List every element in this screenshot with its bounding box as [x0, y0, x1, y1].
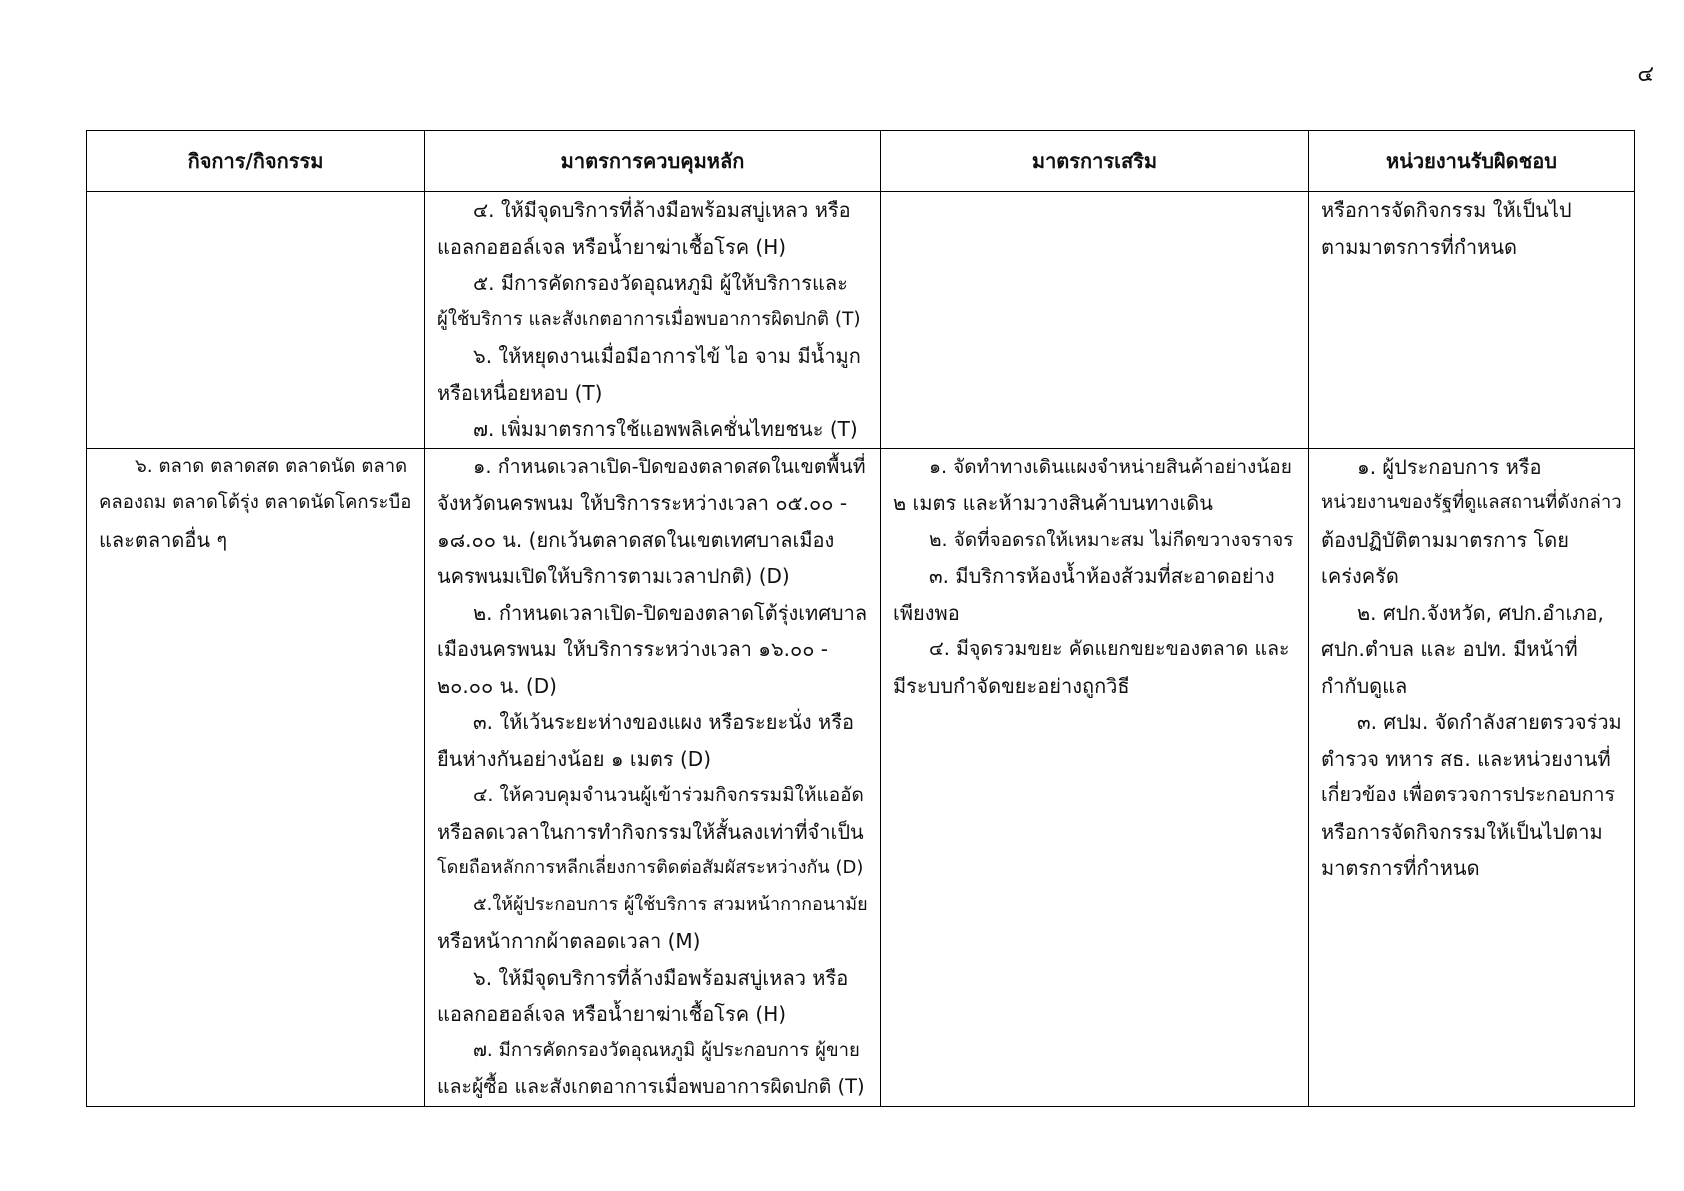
- text-line: ๓. มีบริการห้องน้ำห้องส้วมที่สะอาดอย่าง: [929, 564, 1275, 588]
- text-line: ๗. มีการคัดกรองวัดอุณหภูมิ ผู้ประกอบการ ผู้ขาย: [473, 1039, 860, 1061]
- text-line: ๓. ศปม. จัดกำลังสายตรวจร่วม: [1357, 710, 1622, 734]
- text-line: ๔. ให้มีจุดบริการที่ล้างมือพร้อมสบู่เหลว หรือ: [473, 198, 851, 222]
- text-line: ๑๘.๐๐ น. (ยกเว้นตลาดสดในเขตเทศบาลเมือง: [437, 527, 835, 552]
- text-line: หรือการจัดกิจกรรม ให้เป็นไป: [1321, 198, 1572, 222]
- text-line: ศปก.ตำบล และ อปท. มีหน้าที่: [1321, 637, 1578, 661]
- text-line: กำกับดูแล: [1321, 673, 1408, 698]
- cell-activity: [87, 192, 425, 449]
- text-line: หน่วยงานของรัฐที่ดูแลสถานที่ดังกล่าว: [1321, 492, 1622, 513]
- text-line: ๑. จัดทำทางเดินแผงจำหน่ายสินค้าอย่างน้อย: [929, 455, 1292, 478]
- text-line: หรือหน้ากากผ้าตลอดเวลา (M): [437, 929, 701, 953]
- text-line: ๒ เมตร และห้ามวางสินค้าบนทางเดิน: [893, 491, 1213, 515]
- text-line: มีระบบกำจัดขยะอย่างถูกวิธี: [893, 673, 1130, 698]
- cell-supplementary: [881, 448, 1309, 1106]
- text-line: เพียงพอ: [893, 600, 960, 625]
- text-line: แอลกอฮอล์เจล หรือน้ำยาฆ่าเชื้อโรค (H): [437, 234, 787, 259]
- text-line: ยืนห่างกันอย่างน้อย ๑ เมตร (D): [437, 746, 712, 771]
- text-line: ๖. ให้หยุดงานเมื่อมีอาการไข้ ไอ จาม มีน้ำมูก: [473, 344, 861, 368]
- text-line: และตลาดอื่น ๆ: [99, 527, 228, 552]
- cell-responsible: [1309, 448, 1635, 1106]
- header-main-measures: มาตรการควบคุมหลัก: [425, 131, 881, 192]
- text-line: แอลกอฮอล์เจล หรือน้ำยาฆ่าเชื้อโรค (H): [437, 1002, 787, 1026]
- text-line: หรือการจัดกิจกรรมให้เป็นไปตาม: [1321, 819, 1603, 844]
- text-line: ๔. ให้ควบคุมจำนวนผู้เข้าร่วมกิจกรรมมิให้แออัด: [473, 784, 864, 806]
- text-line: ๕. มีการคัดกรองวัดอุณหภูมิ ผู้ให้บริการและ: [473, 271, 848, 295]
- text-line: มาตรการที่กำหนด: [1321, 856, 1480, 880]
- table-row: [87, 192, 1635, 449]
- text-line: ๗. เพิ่มมาตรการใช้แอพพลิเคชั่นไทยชนะ (T): [473, 417, 858, 441]
- text-line: จังหวัดนครพนม ให้บริการระหว่างเวลา ๐๕.๐๐ -: [437, 491, 848, 515]
- text-line: คลองถม ตลาดโต้รุ่ง ตลาดนัดโคกระบือ: [99, 492, 412, 513]
- page-number: ๔: [1637, 62, 1654, 87]
- cell-responsible: [1309, 192, 1635, 449]
- text-line: เกี่ยวข้อง เพื่อตรวจการประกอบการ: [1321, 783, 1616, 806]
- header-responsible: หน่วยงานรับผิดชอบ: [1309, 131, 1635, 192]
- text-line: ๒. จัดที่จอดรถให้เหมาะสม ไม่กีดขวางจราจร: [929, 528, 1294, 551]
- text-line: ต้องปฏิบัติตามมาตรการ โดย: [1321, 527, 1570, 552]
- header-supplementary: มาตรการเสริม: [881, 131, 1309, 192]
- table-header-row: [87, 131, 1635, 192]
- text-line: ๑. ผู้ประกอบการ หรือ: [1357, 454, 1542, 479]
- header-activity: กิจการ/กิจกรรม: [87, 131, 425, 192]
- text-line: ๖. ให้มีจุดบริการที่ล้างมือพร้อมสบู่เหลว หรือ: [473, 965, 849, 990]
- table-row: [87, 448, 1635, 1106]
- cell-main-measures: [425, 448, 881, 1106]
- text-line: นครพนมเปิดให้บริการตามเวลาปกติ) (D): [437, 564, 790, 588]
- text-line: ๒๐.๐๐ น. (D): [437, 673, 557, 698]
- text-line: โดยถือหลักการหลีกเลี่ยงการติดต่อสัมผัสระหว่างกัน (D): [437, 857, 864, 878]
- text-line: ตำรวจ ทหาร สธ. และหน่วยงานที่: [1321, 746, 1611, 771]
- text-line: ๒. กำหนดเวลาเปิด-ปิดของตลาดโต้รุ่งเทศบาล: [473, 600, 868, 625]
- measures-table: [86, 130, 1635, 1107]
- text-line: เมืองนครพนม ให้บริการระหว่างเวลา ๑๖.๐๐ -: [437, 637, 828, 661]
- cell-main-measures: [425, 192, 881, 449]
- text-line: ๕.ให้ผู้ประกอบการ ผู้ใช้บริการ สวมหน้ากากอนามัย: [473, 893, 868, 915]
- text-line: ๓. ให้เว้นระยะห่างของแผง หรือระยะนั่ง หรือ: [473, 710, 854, 734]
- text-line: ๔. มีจุดรวมขยะ คัดแยกขยะของตลาด และ: [929, 637, 1290, 660]
- cell-supplementary: [881, 192, 1309, 449]
- text-line: ๒. ศปก.จังหวัด, ศปก.อำเภอ,: [1357, 600, 1604, 625]
- text-line: ตามมาตรการที่กำหนด: [1321, 234, 1517, 259]
- text-line: เคร่งครัด: [1321, 564, 1399, 588]
- text-line: และผู้ซื้อ และสังเกตอาการเมื่อพบอาการผิดปกติ (T): [437, 1075, 865, 1098]
- text-line: หรือลดเวลาในการทำกิจกรรมให้สั้นลงเท่าที่จำเป็น: [437, 819, 864, 844]
- text-line: ผู้ใช้บริการ และสังเกตอาการเมื่อพบอาการผิดปกติ (T): [437, 308, 861, 330]
- cell-activity: [87, 448, 425, 1106]
- text-line: ๑. กำหนดเวลาเปิด-ปิดของตลาดสดในเขตพื้นที่: [473, 454, 866, 478]
- text-line: หรือเหนื่อยหอบ (T): [437, 380, 603, 405]
- text-line: ๖. ตลาด ตลาดสด ตลาดนัด ตลาด: [135, 455, 408, 477]
